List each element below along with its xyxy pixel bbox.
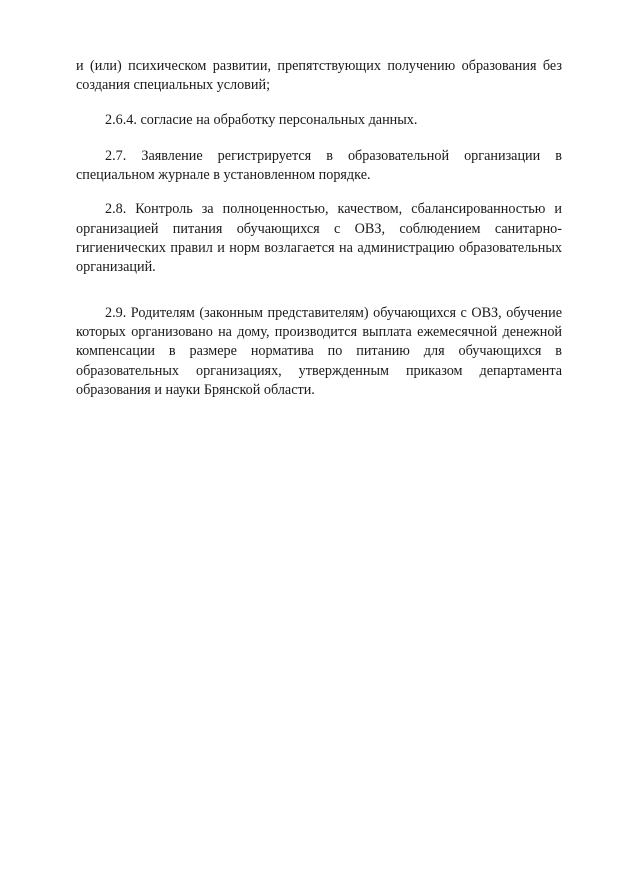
document-body [76, 57, 562, 400]
paragraph-2-6-4: 2.6.4. согласие на обработку персональных данных. [105, 111, 418, 128]
paragraph-2-8: 2.8. Контроль за полноценностью, качеством, сбалансированностью и организацией питания обучающихся с ОВЗ, соблюдением санитарно-гигиенических правил и норм возлагается на администрацию образовательных организаций. [76, 201, 562, 276]
paragraph-continuation: и (или) психическом развитии, препятствующих получению образования без создания специальных условий; [76, 58, 562, 94]
paragraph-2-7: 2.7. Заявление регистрируется в образовательной организации в специальном журнале в установленном порядке. [76, 147, 562, 184]
paragraph-2-9: 2.9. Родителям (законным представителям) обучающихся с ОВЗ, обучение которых организовано на дому, производится выплата ежемесячной денежной компенсации в размере норматива по питанию для обучающихся в образовательных организациях, утвержденным приказом департамента образования и науки Брянской области. [76, 304, 562, 398]
